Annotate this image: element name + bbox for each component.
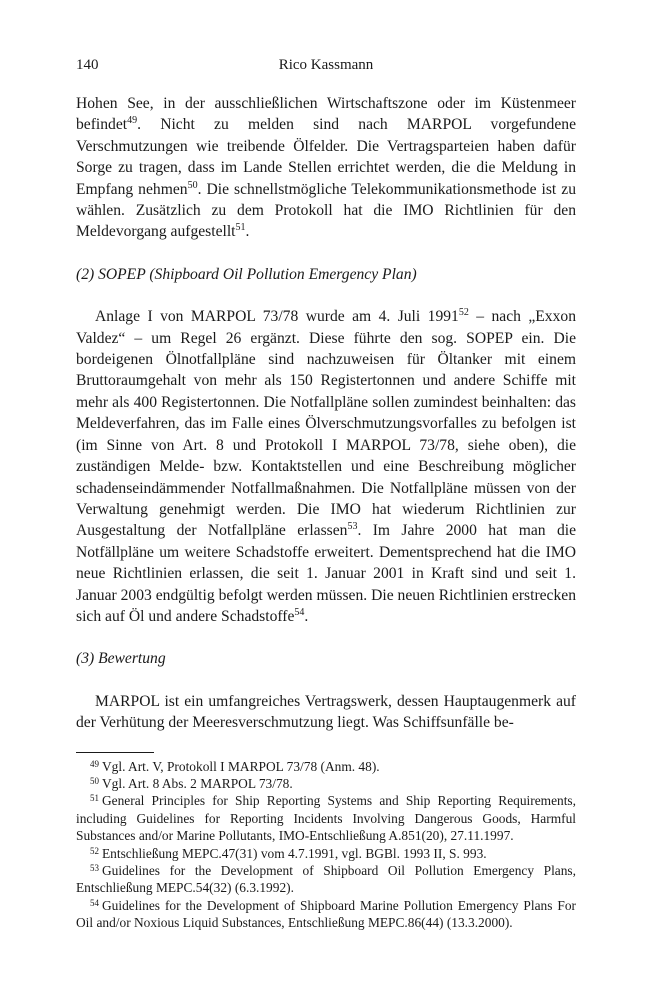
footnote-49: [76, 758, 576, 775]
footnote-text: Guidelines for the Development of Shipboard Oil Pollution Emergency Plans, Entschließung MEPC.54(32) (6.3.1992).: [76, 863, 576, 896]
paragraph-text: . Die schnellstmögliche Telekommunikationsmethode ist zu wählen. Zusätzlich zu dem Protokoll hat die IMO Richtlinien für den Meldevorgang aufgestellt: [76, 180, 577, 241]
footnote-divider: [76, 752, 154, 753]
footnote-54: [76, 897, 576, 932]
paragraph-text: .: [304, 607, 309, 625]
footnote-ref-50[interactable]: 50: [187, 179, 198, 191]
paragraph-text: .: [245, 223, 250, 241]
footnote-52: [76, 845, 576, 862]
paragraph-text: Hohen See, in der ausschließlichen Wirtschaftszone oder im Küstenmeer befindet: [76, 95, 576, 134]
footnote-53: [76, 862, 576, 897]
paragraph-sopep: [76, 306, 576, 627]
paragraph-reporting: [76, 93, 576, 243]
section-heading-bewertung: (3) Bewertung: [76, 650, 166, 668]
footnote-ref-54[interactable]: 54: [294, 606, 305, 618]
paragraph-text: – nach „Exxon Valdez“ – um Regel 26 ergänzt. Diese führte den sog. SOPEP ein. Die bordeigenen Ölnotfallpläne sind nachzuweisen für Öltanker mit einem Bruttoraumgehalt von mehr als 150 Registertonnen und andere Schiffe mit mehr als 400 Registertonnen. Die Notfallpläne sollen zumindest beinhalten: das Meldeverfahren, das im Falle eines Ölverschmutzungsvorfalles zu befolgen ist (im Sinne von Art. 8 und Protokoll I MARPOL 73/78, siehe oben), die zuständigen Melde- bzw. Kontaktstellen und eine Beschreibung möglicher schadenseindämmender Notfallmaßnahmen. Die Notfallpläne müssen von der Verwaltung genehmigt werden. Die IMO hat wiederum Richtlinien zur Ausgestaltung der Notfallpläne erlassen: [76, 308, 576, 540]
footnote-text: General Principles for Ship Reporting Systems and Ship Reporting Requirements, including Guidelines for Reporting Incidents Involving Dangerous Goods, Harmful Substances and/or Marine Pollutants, IMO-Entschließung A.851(20), 27.11.1997.: [76, 793, 576, 844]
footnote-text: Vgl. Art. 8 Abs. 2 MARPOL 73/78.: [102, 775, 293, 791]
footnote-text: Entschließung MEPC.47(31) vom 4.7.1991, vgl. BGBl. 1993 II, S. 993.: [102, 845, 487, 861]
paragraph-text: . Im Jahre 2000 hat man die Notfällpläne um weitere Schadstoffe erweitert. Dementsprechend hat die IMO neue Richtlinien erlassen, die seit 1. Januar 2001 in Kraft sind und seit 1. Januar 2003 endgültig befolgt werden müssen. Die neuen Richtlinien erstrecken sich auf Öl und andere Schadstoffe: [76, 522, 576, 625]
paragraph-text: . Nicht zu melden sind nach MARPOL vorgefundene Verschmutzungen wie treibende Ölfelder. Die Vertragsparteien haben dafür Sorge zu tragen, dass im Lande Stellen errichtet werden, die die Meldung in Empfang nehmen: [76, 116, 576, 198]
footnotes: [76, 758, 576, 932]
footnote-50: [76, 775, 576, 792]
footnote-text: Guidelines for the Development of Shipboard Marine Pollution Emergency Plans For Oil and/or Noxious Liquid Substances, Entschließung MEPC.86(44) (13.3.2000).: [76, 897, 576, 931]
footnote-ref-51[interactable]: 51: [235, 222, 246, 234]
paragraph-text: Anlage I von MARPOL 73/78 wurde am 4. Juli 1991: [95, 308, 459, 326]
running-head: [76, 54, 576, 76]
footnote-number: 51: [90, 793, 99, 804]
footnote-number: 52: [90, 845, 99, 856]
footnote-text: Vgl. Art. V, Protokoll I MARPOL 73/78 (Anm. 48).: [102, 758, 380, 774]
paragraph-text: MARPOL ist ein umfangreiches Vertragswerk, dessen Hauptaugenmerk auf der Verhütung der Meeresverschmutzung liegt. Was Schiffsunfälle be-: [76, 692, 576, 732]
paragraph-bewertung: [76, 691, 576, 734]
footnote-ref-53[interactable]: 53: [347, 521, 358, 533]
page-number: 140: [76, 57, 99, 73]
footnote-51: [76, 792, 576, 844]
footnote-number: 49: [90, 758, 99, 769]
footnote-ref-49[interactable]: 49: [127, 115, 138, 127]
footnote-number: 53: [90, 863, 99, 873]
footnote-number: 50: [90, 775, 99, 786]
footnote-ref-52[interactable]: 52: [458, 307, 469, 319]
running-title: Rico Kassmann: [278, 57, 374, 73]
footnote-number: 54: [90, 897, 99, 908]
body-text: [76, 93, 576, 734]
section-heading-sopep: (2) SOPEP (Shipboard Oil Pollution Emergency Plan): [76, 265, 417, 283]
book-page: [76, 54, 576, 932]
